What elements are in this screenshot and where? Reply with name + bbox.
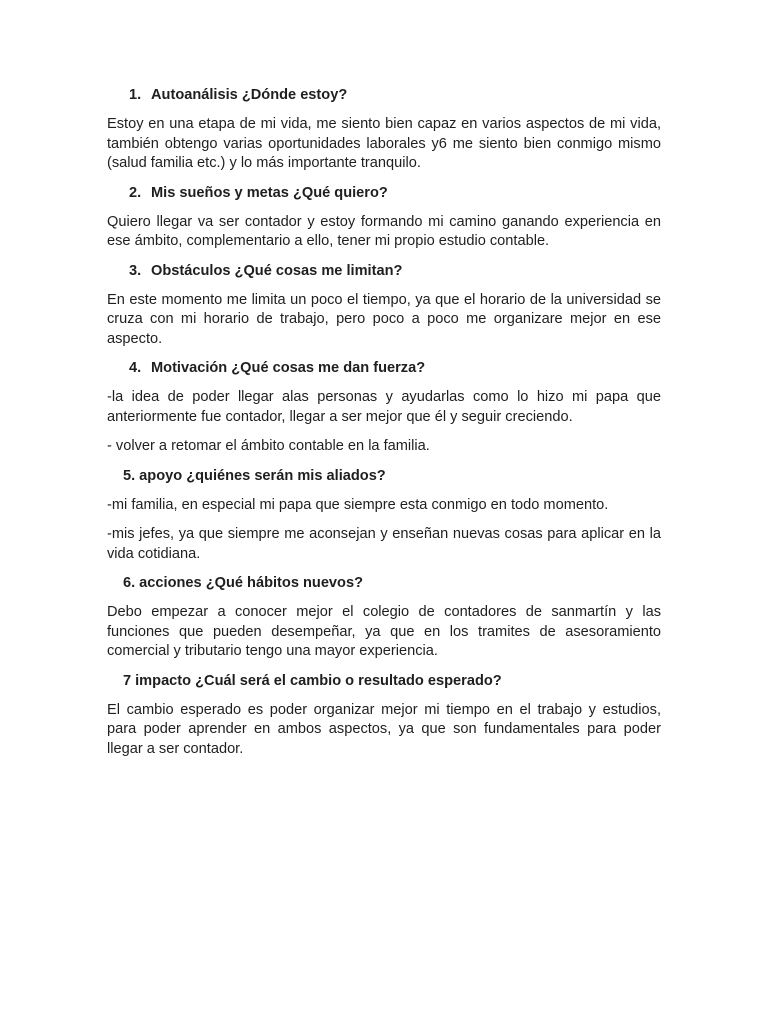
section-title: impacto ¿Cuál será el cambio o resultado esperado? bbox=[135, 672, 502, 689]
section-number: 3. bbox=[129, 262, 142, 279]
section-heading-5 bbox=[107, 467, 661, 486]
section-title: Motivación ¿Qué cosas me dan fuerza? bbox=[151, 360, 426, 376]
section-paragraph: - volver a retomar el ámbito contable en la familia. bbox=[107, 438, 430, 454]
section-number: 4. bbox=[129, 360, 142, 376]
section-paragraph: -la idea de poder llegar alas personas y ayudarlas como lo hizo mi papa que anteriormente fue contador, llegar a ser mejor que él y seguir creciendo. bbox=[107, 389, 661, 425]
section-number: 7 bbox=[123, 672, 132, 689]
section-number: 2. bbox=[129, 184, 142, 201]
section-title: Mis sueños y metas ¿Qué quiero? bbox=[151, 184, 388, 201]
section-number: 1. bbox=[129, 87, 142, 103]
section-heading-4 bbox=[107, 359, 661, 378]
section-paragraph: Quiero llegar va ser contador y estoy formando mi camino ganando experiencia en ese ámbito, complementario a ello, tener mi propio estudio contable. bbox=[107, 213, 661, 249]
section-heading-3 bbox=[107, 262, 661, 281]
section-paragraph: En este momento me limita un poco el tiempo, ya que el horario de la universidad se cruza con mi horario de trabajo, pero poco a poco me organizare mejor en ese aspecto. bbox=[107, 291, 661, 347]
section-paragraph: Estoy en una etapa de mi vida, me siento bien capaz en varios aspectos de mi vida, también obtengo varias oportunidades laborales y6 me siento bien conmigo mismo (salud familia etc.) y lo más importante tranquilo. bbox=[107, 116, 661, 171]
section-heading-6 bbox=[107, 574, 661, 593]
section-paragraph: -mi familia, en especial mi papa que siempre esta conmigo en todo momento. bbox=[107, 496, 609, 513]
section-title: Autoanálisis ¿Dónde estoy? bbox=[151, 87, 348, 103]
section-heading-2 bbox=[107, 184, 661, 203]
document-body bbox=[107, 86, 661, 759]
section-heading-7 bbox=[107, 672, 661, 691]
section-paragraph: -mis jefes, ya que siempre me aconsejan y enseñan nuevas cosas para aplicar en la vida cotidiana. bbox=[107, 526, 661, 562]
section-heading-1 bbox=[107, 86, 661, 105]
section-paragraph: Debo empezar a conocer mejor el colegio de contadores de sanmartín y las funciones que pueden desempeñar, ya que en los tramites de asesoramiento comercial y tributario tengo una mayor experiencia. bbox=[107, 604, 661, 659]
section-number: 5. bbox=[123, 467, 136, 484]
section-title: acciones ¿Qué hábitos nuevos? bbox=[139, 575, 363, 591]
section-paragraph: El cambio esperado es poder organizar mejor mi tiempo en el trabajo y estudios, para poder aprender en ambos aspectos, ya que son fundamentales para poder llegar a ser contador. bbox=[107, 701, 661, 757]
section-title: Obstáculos ¿Qué cosas me limitan? bbox=[151, 262, 403, 279]
section-number: 6. bbox=[123, 575, 136, 591]
section-title: apoyo ¿quiénes serán mis aliados? bbox=[139, 467, 386, 484]
